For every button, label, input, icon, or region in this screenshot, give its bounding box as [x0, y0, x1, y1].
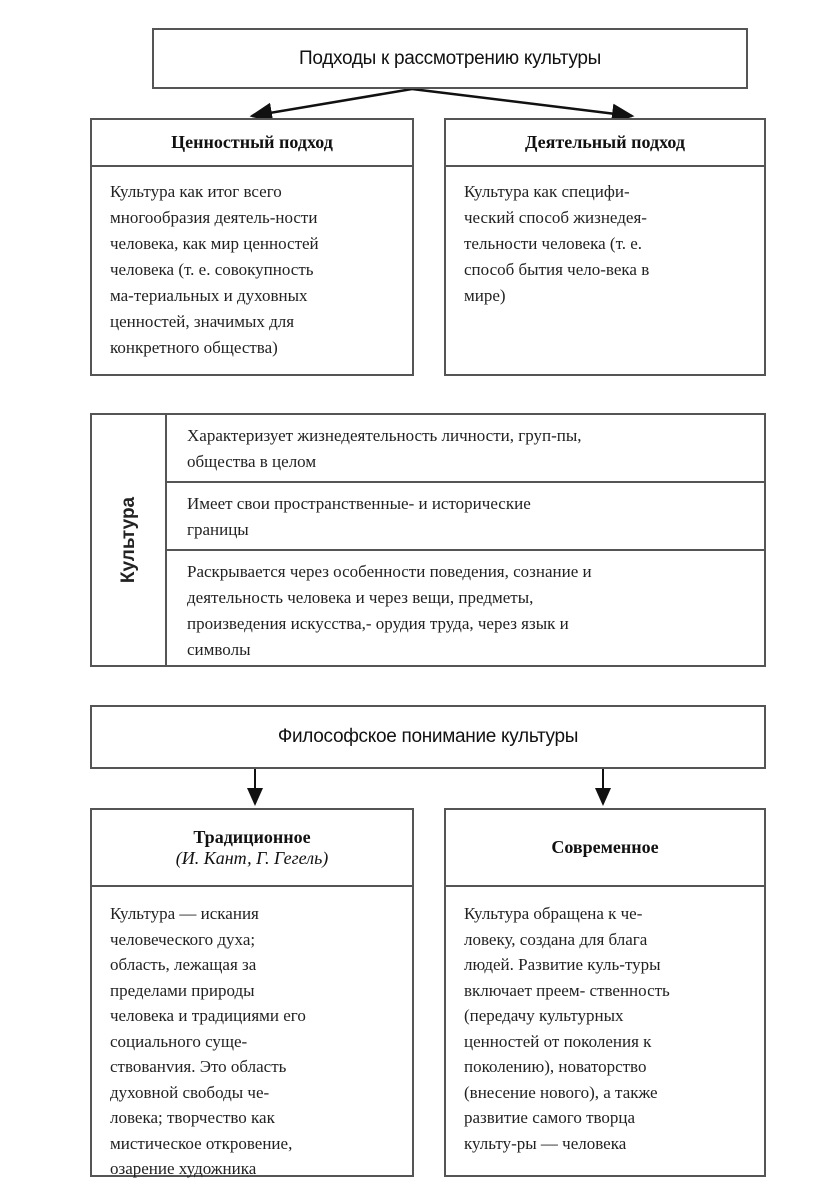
- text-line: пределами природы: [110, 980, 255, 1000]
- text-line: (передачу культурных: [464, 1006, 624, 1025]
- traditional-authors: (И. Кант, Г. Гегель): [175, 847, 329, 868]
- text-line: развитие самого творца: [464, 1108, 636, 1127]
- text-line: Раскрывается через особенности поведения, сознание и: [187, 562, 592, 581]
- text-line: Культура обращена к че-: [464, 904, 643, 923]
- value-approach-box: [90, 118, 414, 376]
- text-line: общества в целом: [187, 452, 317, 471]
- text-line: ловеку, создана для блага: [464, 929, 648, 949]
- traditional-box: [90, 808, 414, 1177]
- text-line: духовной свободы че-: [110, 1082, 270, 1102]
- text-line: Культура — искания: [110, 904, 259, 923]
- text-line: Имеет свои пространственные- и исторические: [187, 494, 531, 513]
- approaches-title: Подходы к рассмотрению культуры: [299, 47, 601, 69]
- text-line: человека и традициями его: [110, 1006, 306, 1025]
- modern-title: Современное: [551, 837, 659, 857]
- traditional-title: Традиционное: [193, 826, 311, 847]
- text-line: человека (т. е. совокупность: [110, 260, 314, 279]
- philosophy-title: Философское понимание культуры: [277, 726, 579, 747]
- text-line: область, лежащая за: [110, 955, 257, 974]
- culture-table: [90, 413, 766, 667]
- text-line: конкретного общества): [110, 338, 278, 357]
- text-line: тельности человека (т. е.: [464, 234, 643, 253]
- approaches-title-box: [152, 28, 748, 89]
- text-line: ловека; творчество как: [110, 1108, 275, 1127]
- text-line: людей. Развитие куль-туры: [464, 955, 661, 974]
- text-line: ценностей от поколения к: [464, 1031, 652, 1051]
- text-line: ценностей, значимых для: [110, 312, 295, 331]
- culture-label-cell: [92, 415, 167, 665]
- arrow-to-value: [252, 89, 412, 116]
- activity-approach-title: Деятельный подход: [525, 132, 685, 152]
- value-approach-title: Ценностный подход: [171, 132, 333, 152]
- modern-text: [446, 885, 764, 1175]
- text-line: культу-ры — человека: [464, 1133, 627, 1153]
- philosophy-title-box: [90, 705, 766, 769]
- text-line: деятельность человека и через вещи, предметы,: [187, 588, 534, 607]
- culture-row: [165, 551, 764, 665]
- text-line: человеческого духа;: [110, 929, 256, 949]
- arrow-to-activity: [412, 89, 632, 116]
- culture-label: Культура: [117, 496, 139, 584]
- text-line: озарение художника: [110, 1159, 257, 1178]
- culture-row: [165, 415, 764, 483]
- text-line: границы: [187, 520, 249, 539]
- text-line: способ бытия чело-века в: [464, 260, 650, 279]
- value-approach-text: [92, 165, 412, 374]
- text-line: человека, как мир ценностей: [110, 234, 319, 253]
- text-line: ствованvия. Это область: [110, 1057, 287, 1076]
- text-line: Культура как специфи-: [464, 182, 630, 201]
- text-line: поколению), новаторство: [464, 1057, 647, 1076]
- text-line: ма-териальных и духовных: [110, 286, 308, 305]
- text-line: мире): [464, 286, 506, 305]
- activity-approach-box: [444, 118, 766, 376]
- text-line: произведения искусства,- орудия труда, через язык и: [187, 614, 569, 633]
- text-line: социального суще-: [110, 1031, 248, 1051]
- text-line: включает преем- ственность: [464, 980, 670, 1000]
- text-line: многообразия деятель-ности: [110, 208, 318, 227]
- culture-row: [165, 483, 764, 551]
- text-line: Культура как итог всего: [110, 182, 282, 201]
- text-line: (внесение нового), а также: [464, 1082, 658, 1102]
- modern-box: [444, 808, 766, 1177]
- activity-approach-text: [446, 165, 764, 374]
- text-line: ческий способ жизнедея-: [464, 208, 647, 227]
- text-line: символы: [187, 640, 251, 659]
- traditional-text: [92, 885, 412, 1178]
- text-line: мистическое откровение,: [110, 1133, 293, 1153]
- text-line: Характеризует жизнедеятельность личности, груп-пы,: [187, 426, 582, 445]
